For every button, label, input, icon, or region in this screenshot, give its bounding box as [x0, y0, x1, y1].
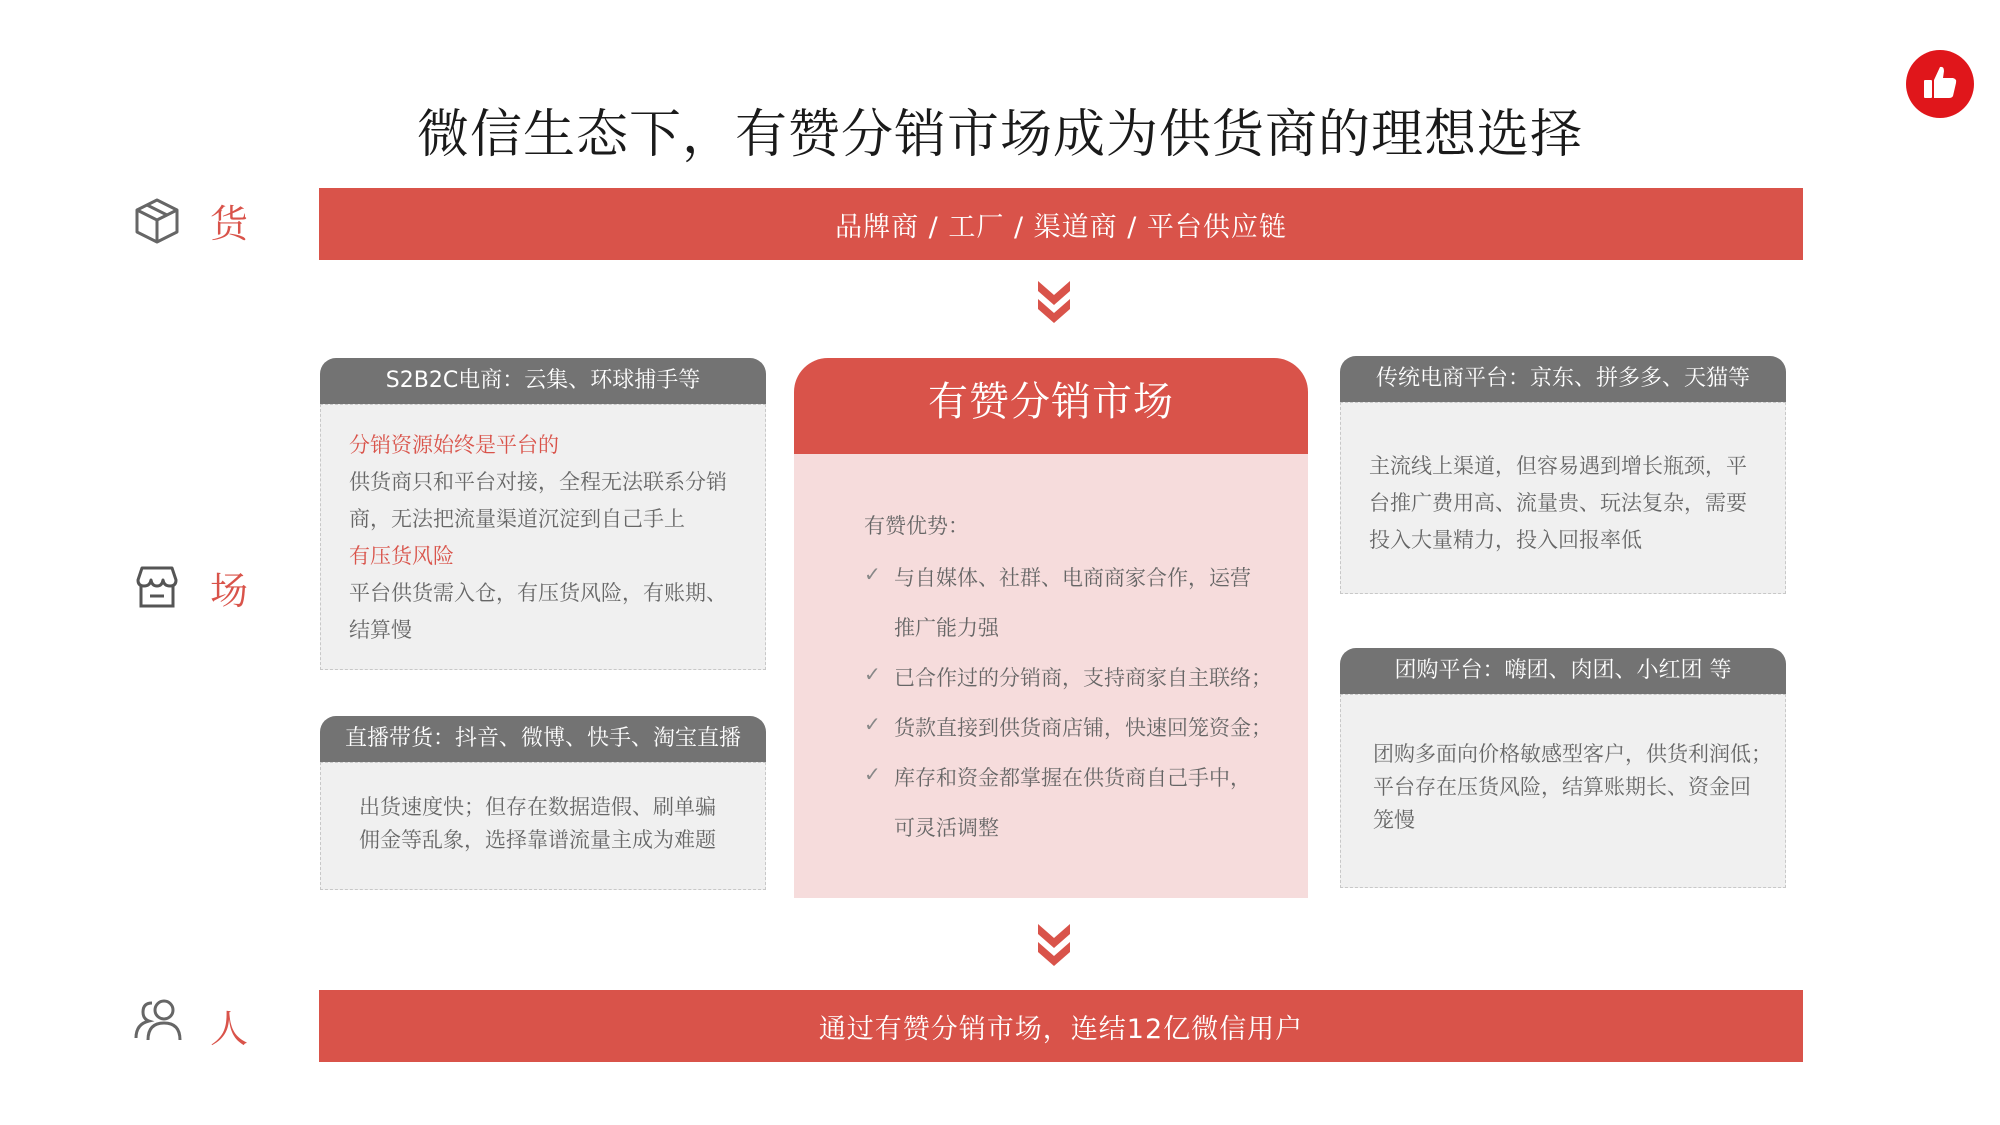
check-icon: ✓ — [864, 662, 881, 686]
row-label-goods: 货 — [210, 202, 249, 246]
row-label-market: 场 — [210, 569, 249, 613]
card-tab-ecommerce: 传统电商平台：京东、拼多多、天猫等 — [1340, 356, 1786, 402]
card-text: 笼慢 — [1373, 808, 1415, 832]
card-text: 佣金等乱象，选择靠谱流量主成为难题 — [359, 828, 716, 852]
card-s2b2c — [320, 404, 766, 670]
check-icon: ✓ — [864, 712, 881, 736]
package-icon — [132, 196, 182, 250]
wechat-users-band: 通过有赞分销市场，连结12亿微信用户 — [319, 990, 1803, 1062]
card-text: 出货速度快；但存在数据造假、刷单骗 — [359, 795, 716, 819]
card-heading: 有压货风险 — [349, 544, 454, 568]
card-text: 平台存在压货风险，结算账期长、资金回 — [1373, 775, 1751, 799]
advantage-label: 有赞优势： — [864, 514, 969, 538]
check-icon: ✓ — [864, 762, 881, 786]
card-groupbuy — [1340, 694, 1786, 888]
users-icon — [132, 997, 186, 1047]
advantage-item: 货款直接到供货商店铺，快速回笼资金； — [894, 716, 1272, 740]
card-tab-groupbuy: 团购平台：嗨团、肉团、小红团 等 — [1340, 648, 1786, 694]
card-tab-s2b2c: S2B2C电商：云集、环球捕手等 — [320, 358, 766, 404]
advantage-item: 可灵活调整 — [894, 816, 999, 840]
card-text: 投入大量精力，投入回报率低 — [1369, 528, 1642, 552]
row-label-people: 人 — [210, 1007, 249, 1051]
advantage-item: 库存和资金都掌握在供货商自己手中， — [894, 766, 1251, 790]
card-text: 台推广费用高、流量贵、玩法复杂，需要 — [1369, 491, 1747, 515]
store-icon — [132, 562, 182, 616]
card-text: 供货商只和平台对接，全程无法联系分销 — [349, 470, 727, 494]
chevron-down-icon — [1036, 922, 1072, 972]
card-text: 平台供货需入仓，有压货风险，有账期、 — [349, 581, 727, 605]
card-text: 团购多面向价格敏感型客户，供货利润低； — [1373, 742, 1772, 766]
chevron-down-icon — [1036, 279, 1072, 329]
card-text: 主流线上渠道，但容易遇到增长瓶颈，平 — [1369, 454, 1747, 478]
card-text: 结算慢 — [349, 618, 412, 642]
page-title: 微信生态下，有赞分销市场成为供货商的理想选择 — [416, 105, 1583, 165]
supplier-band: 品牌商 / 工厂 / 渠道商 / 平台供应链 — [319, 188, 1803, 260]
card-ecommerce — [1340, 402, 1786, 594]
card-heading: 分销资源始终是平台的 — [349, 433, 559, 457]
advantage-item: 推广能力强 — [894, 616, 999, 640]
thumbs-up-logo — [1906, 50, 1974, 118]
advantage-item: 已合作过的分销商，支持商家自主联络； — [894, 666, 1272, 690]
check-icon: ✓ — [864, 562, 881, 586]
card-tab-livestream: 直播带货：抖音、微博、快手、淘宝直播 — [320, 716, 766, 762]
advantage-item: 与自媒体、社群、电商商家合作，运营 — [894, 566, 1251, 590]
center-card — [794, 454, 1308, 898]
card-livestream — [320, 762, 766, 890]
card-text: 商，无法把流量渠道沉淀到自己手上 — [349, 507, 685, 531]
thumbs-up-icon — [1920, 63, 1960, 103]
center-card-title: 有赞分销市场 — [794, 358, 1308, 454]
